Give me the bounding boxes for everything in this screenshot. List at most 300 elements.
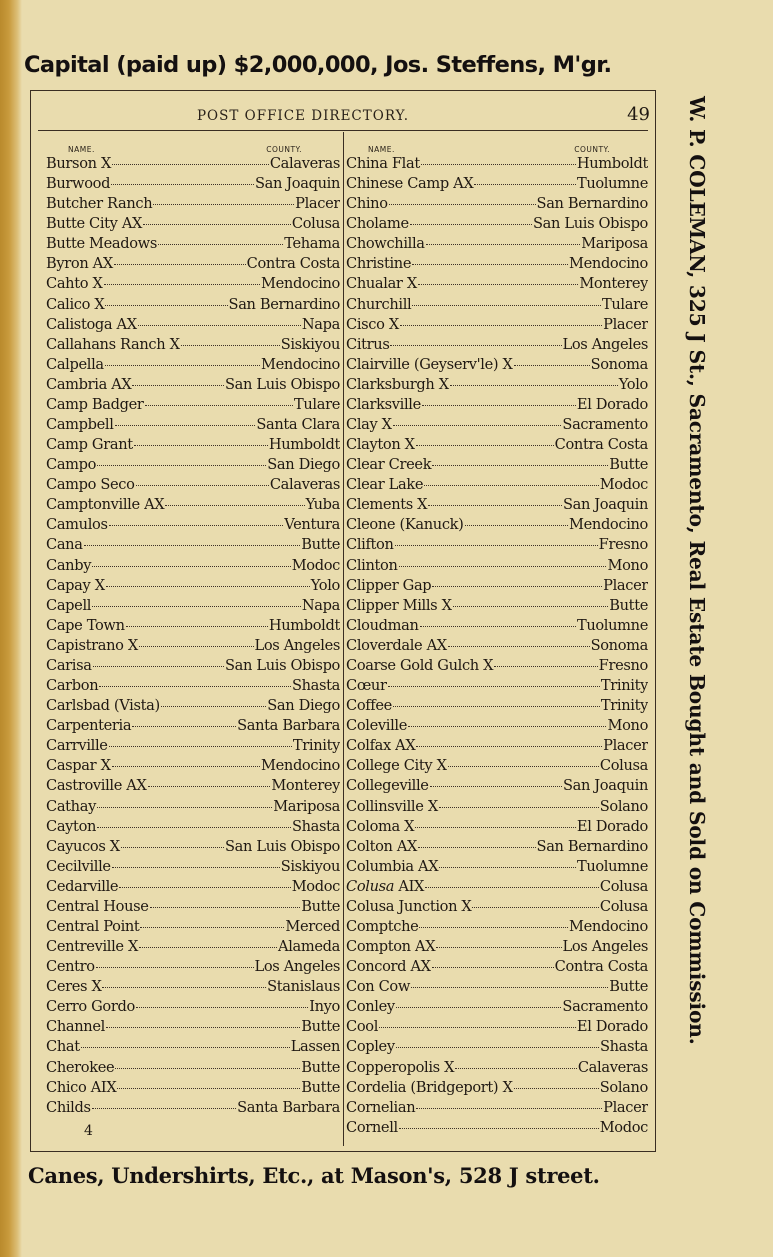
post-office-name: Cahto X (46, 275, 103, 293)
directory-entry (346, 336, 648, 356)
directory-entry (46, 175, 340, 195)
county-name: Solano (599, 1078, 648, 1096)
post-office-name: Cornelian (346, 1098, 416, 1116)
directory-entry (46, 296, 340, 316)
directory-entry (46, 1038, 340, 1058)
post-office-name: Clifton (346, 536, 394, 554)
bottom-advertisement: Canes, Undershirts, Etc., at Mason's, 528 J street. (28, 1163, 600, 1188)
directory-entry (346, 577, 648, 597)
post-office-name: Coffee (346, 697, 392, 715)
side-advertisement (665, 96, 709, 1156)
dot-leader (416, 746, 602, 747)
county-name: Contra Costa (246, 255, 340, 273)
county-name: Tuolumne (576, 616, 648, 634)
county-name: Mariposa (581, 235, 648, 253)
directory-entry (346, 316, 648, 336)
county-name: Yolo (618, 375, 648, 393)
post-office-name: Capay X (46, 576, 105, 594)
folio-signature: 4 (84, 1123, 93, 1139)
dot-leader (418, 284, 578, 285)
dot-leader (415, 827, 576, 828)
post-office-name: Cordelia (Bridgeport) X (346, 1078, 513, 1096)
post-office-name: Citrus (346, 335, 390, 353)
directory-entry (346, 597, 648, 617)
post-office-name: Cloudman (346, 616, 419, 634)
dot-leader (396, 1007, 562, 1008)
directory-entry (46, 998, 340, 1018)
dot-leader (132, 385, 224, 386)
dot-leader (105, 365, 260, 366)
dot-leader (432, 586, 602, 587)
county-name: Calaveras (577, 1058, 648, 1076)
dot-leader (106, 586, 310, 587)
dot-leader (97, 465, 266, 466)
county-name: Napa (301, 596, 340, 614)
county-name: Butte (609, 456, 648, 474)
dot-leader (153, 204, 294, 205)
county-name: Santa Barbara (237, 1098, 340, 1116)
post-office-name: Chinese Camp AX (346, 175, 474, 193)
directory-entry (346, 396, 648, 416)
dot-leader (412, 264, 568, 265)
directory-entry (46, 697, 340, 717)
dot-leader (115, 1068, 300, 1069)
dot-leader (465, 525, 569, 526)
county-name: Yuba (305, 496, 340, 514)
post-office-name: Cornell (346, 1118, 398, 1136)
county-name: Los Angeles (254, 958, 340, 976)
county-name: Colusa (599, 897, 648, 915)
county-name: Butte (609, 596, 648, 614)
dot-leader (411, 987, 608, 988)
dot-leader (102, 987, 266, 988)
dot-leader (389, 204, 536, 205)
directory-entry (46, 496, 340, 516)
dot-leader (426, 244, 581, 245)
county-name: Stanislaus (267, 978, 340, 996)
directory-entry (46, 376, 340, 396)
directory-entry (346, 296, 648, 316)
post-office-name: Castroville AX (46, 777, 147, 795)
directory-entry (46, 557, 340, 577)
county-name: Inyo (309, 998, 340, 1016)
dot-leader (472, 907, 598, 908)
directory-entry (46, 978, 340, 998)
dot-leader (112, 164, 269, 165)
dot-leader (422, 405, 576, 406)
county-name: El Dorado (576, 817, 648, 835)
right-column-header (346, 145, 648, 155)
dot-leader (393, 706, 600, 707)
county-name: Alameda (278, 938, 340, 956)
post-office-name: China Flat (346, 155, 420, 172)
county-name: Colusa (599, 757, 648, 775)
dot-leader (425, 887, 599, 888)
county-name: Humboldt (576, 155, 648, 172)
post-office-name: Capistrano X (46, 636, 138, 654)
directory-entry (46, 456, 340, 476)
dot-leader (388, 686, 600, 687)
directory-entry (346, 195, 648, 215)
dot-leader (134, 445, 268, 446)
dot-leader (84, 545, 301, 546)
county-name: Santa Clara (256, 416, 340, 434)
county-name: Colusa (291, 215, 340, 233)
post-office-name: Coleville (346, 717, 407, 735)
dot-leader (97, 827, 291, 828)
post-office-name: Cholame (346, 215, 409, 233)
directory-entry (46, 155, 340, 175)
dot-leader (400, 325, 602, 326)
county-name: San Joaquin (254, 175, 340, 193)
directory-entry (346, 918, 648, 938)
county-name: Humboldt (268, 616, 340, 634)
dot-leader (432, 967, 554, 968)
directory-entry (46, 516, 340, 536)
post-office-name: Campo (46, 456, 97, 474)
directory-entry (346, 1119, 648, 1139)
post-office-name: Butcher Ranch (46, 195, 153, 213)
county-name: Butte (609, 978, 648, 996)
county-name: Humboldt (268, 436, 340, 454)
directory-entry (46, 436, 340, 456)
dot-leader (514, 365, 590, 366)
post-office-name: Cathay (46, 797, 96, 815)
post-office-name: Ceres X (46, 978, 102, 996)
county-name: Mendocino (569, 255, 648, 273)
column-divider (343, 132, 344, 1146)
running-title: POST OFFICE DIRECTORY. (196, 108, 410, 124)
directory-entry (346, 557, 648, 577)
left-column-header (46, 145, 340, 155)
directory-entry (346, 757, 648, 777)
post-office-name: Churchill (346, 295, 412, 313)
post-office-name: Cambria AX (46, 375, 132, 393)
top-advertisement: Capital (paid up) $2,000,000, Jos. Steffens, M'gr. (24, 52, 612, 78)
county-name: Napa (301, 315, 340, 333)
post-office-name: Comptche (346, 917, 419, 935)
county-name: Butte (301, 1018, 340, 1036)
post-office-name: Calpella (46, 355, 104, 373)
dot-leader (420, 626, 576, 627)
directory-entry (46, 215, 340, 235)
directory-entry (346, 818, 648, 838)
dot-leader (419, 927, 568, 928)
county-name: Trinity (600, 697, 648, 715)
directory-entry (46, 275, 340, 295)
post-office-name: Central House (46, 897, 149, 915)
post-office-name: Clairville (Geyserv'le) X (346, 355, 513, 373)
dot-leader (143, 224, 291, 225)
county-name: Lassen (290, 1038, 340, 1056)
post-office-name: Camp Grant (46, 436, 133, 454)
post-office-name: Coloma X (346, 817, 415, 835)
directory-entry (346, 777, 648, 797)
dot-leader (393, 425, 562, 426)
dot-leader (109, 525, 284, 526)
county-name: Modoc (291, 877, 340, 895)
dot-leader (455, 1068, 577, 1069)
county-name: San Diego (267, 456, 340, 474)
post-office-name: Chat (46, 1038, 80, 1056)
directory-entry (346, 798, 648, 818)
directory-entry (46, 195, 340, 215)
post-office-name: Caspar X (46, 757, 111, 775)
county-name: Butte (301, 1058, 340, 1076)
name-header: NAME. (368, 145, 395, 154)
county-name: Tuolumne (576, 175, 648, 193)
county-name: Shasta (599, 1038, 648, 1056)
left-column (46, 145, 340, 1119)
directory-entry (46, 536, 340, 556)
post-office-name: Calistoga AX (46, 315, 137, 333)
county-name: Tehama (284, 235, 340, 253)
directory-entry (46, 918, 340, 938)
post-office-name: Cecilville (46, 857, 111, 875)
county-name: Mono (607, 717, 648, 735)
dot-leader (139, 646, 254, 647)
directory-entry (346, 878, 648, 898)
county-name: Merced (285, 917, 340, 935)
directory-entry (46, 396, 340, 416)
post-office-name: Burson X (46, 155, 112, 172)
directory-entry (346, 657, 648, 677)
county-name: Modoc (599, 476, 648, 494)
directory-entry (46, 717, 340, 737)
post-office-name: Chowchilla (346, 235, 425, 253)
directory-entry (46, 1099, 340, 1119)
county-name: Trinity (292, 737, 340, 755)
county-name: Solano (599, 797, 648, 815)
directory-entry (346, 1099, 648, 1119)
county-name: San Joaquin (562, 777, 648, 795)
directory-entry (46, 838, 340, 858)
county-name: Modoc (291, 556, 340, 574)
name-header: NAME. (68, 145, 95, 154)
directory-entry (346, 617, 648, 637)
directory-entry (346, 697, 648, 717)
post-office-name: Clements X (346, 496, 428, 514)
dot-leader (112, 867, 280, 868)
county-name: Butte (301, 897, 340, 915)
county-name: Modoc (599, 1118, 648, 1136)
directory-entry (46, 255, 340, 275)
post-office-name: Central Point (46, 917, 140, 935)
directory-entry (346, 376, 648, 396)
county-name: Tulare (293, 395, 340, 413)
directory-entry (46, 898, 340, 918)
dot-leader (139, 947, 277, 948)
post-office-name: Camp Badger (46, 395, 144, 413)
post-office-name: Clinton (346, 556, 398, 574)
dot-leader (439, 807, 599, 808)
post-office-name: Carlsbad (Vista) (46, 697, 160, 715)
dot-leader (428, 505, 562, 506)
directory-entry (346, 235, 648, 255)
directory-entry (346, 838, 648, 858)
directory-entry (346, 1059, 648, 1079)
directory-entry (46, 235, 340, 255)
dot-leader (99, 686, 291, 687)
directory-entry (346, 1079, 648, 1099)
dot-leader (150, 907, 301, 908)
post-office-name: Butte City AX (46, 215, 143, 233)
post-office-name: Channel (46, 1018, 105, 1036)
directory-entry (346, 978, 648, 998)
directory-entry (46, 878, 340, 898)
post-office-name: Clear Creek (346, 456, 432, 474)
dot-leader (115, 425, 256, 426)
county-name: Mariposa (273, 797, 340, 815)
post-office-name: Columbia AX (346, 857, 439, 875)
directory-entry (46, 958, 340, 978)
directory-entry (346, 436, 648, 456)
county-name: Mono (607, 556, 648, 574)
side-advertisement-text: W. P. COLEMAN, 325 J St., Sacramento, Real Estate Bought and Sold on Commission. (685, 96, 709, 1045)
dot-leader (111, 184, 254, 185)
directory-entry (46, 617, 340, 637)
directory-entry (46, 316, 340, 336)
directory-entry (346, 416, 648, 436)
post-office-name: Colfax AX (346, 737, 416, 755)
post-office-name: Campbell (46, 416, 114, 434)
post-office-name: Cleone (Kanuck) (346, 516, 464, 534)
post-office-name: Clayton X (346, 436, 415, 454)
post-office-name: Chino (346, 195, 388, 213)
dot-leader (136, 1007, 308, 1008)
post-office-name: Capell (46, 596, 92, 614)
post-office-name: Clarksburgh X (346, 375, 449, 393)
county-name: San Bernardino (536, 837, 648, 855)
post-office-name: Carpenteria (46, 717, 132, 735)
county-name: San Joaquin (562, 496, 648, 514)
county-name: Los Angeles (562, 938, 648, 956)
post-office-name: Centro (46, 958, 95, 976)
post-office-name: Byron AX (46, 255, 113, 273)
county-name: Colusa (599, 877, 648, 895)
page-number: 49 (627, 104, 650, 125)
directory-entry (346, 255, 648, 275)
county-name: Fresno (598, 656, 648, 674)
post-office-name: Colusa Junction X (346, 897, 472, 915)
county-name: Mendocino (569, 516, 648, 534)
directory-entry (46, 657, 340, 677)
dot-leader (92, 566, 291, 567)
post-office-name: Christine (346, 255, 412, 273)
county-name: Sonoma (590, 355, 648, 373)
dot-leader (408, 726, 606, 727)
post-office-name: Clay X (346, 416, 392, 434)
dot-leader (92, 606, 301, 607)
dot-leader (418, 847, 535, 848)
dot-leader (399, 566, 607, 567)
dot-leader (165, 505, 304, 506)
directory-entry (46, 476, 340, 496)
dot-leader (96, 967, 254, 968)
dot-leader (81, 1047, 290, 1048)
post-office-name: Colton AX (346, 837, 418, 855)
directory-entry (346, 1038, 648, 1058)
post-office-name: Colusa AIX (346, 877, 425, 895)
county-name: San Luis Obispo (225, 837, 340, 855)
dot-leader (181, 345, 280, 346)
post-office-name: Clarksville (346, 395, 421, 413)
post-office-name: Conley (346, 998, 395, 1016)
post-office-name: Cerro Gordo (46, 998, 135, 1016)
dot-leader (114, 264, 246, 265)
directory-entry (346, 456, 648, 476)
post-office-name: Chualar X (346, 275, 417, 293)
county-name: Mendocino (569, 917, 648, 935)
post-office-name: Carrville (46, 737, 108, 755)
county-name: San Bernardino (536, 195, 648, 213)
directory-entry (346, 717, 648, 737)
dot-leader (158, 244, 283, 245)
directory-entry (346, 536, 648, 556)
directory-entry (346, 938, 648, 958)
county-name: San Bernardino (228, 295, 340, 313)
county-name: Butte (301, 1078, 340, 1096)
directory-entry (46, 416, 340, 436)
dot-leader (93, 666, 224, 667)
dot-leader (448, 766, 599, 767)
county-name: Trinity (600, 677, 648, 695)
directory-entry (46, 777, 340, 797)
dot-leader (450, 385, 618, 386)
post-office-name: Coarse Gold Gulch X (346, 656, 494, 674)
dot-leader (439, 867, 576, 868)
county-name: Los Angeles (562, 335, 648, 353)
directory-entry (346, 496, 648, 516)
post-office-name: Canby (46, 556, 92, 574)
directory-entry (46, 1059, 340, 1079)
post-office-name: Burwood (46, 175, 111, 193)
directory-entry (46, 577, 340, 597)
directory-entry (46, 858, 340, 878)
post-office-name: Cedarville (46, 877, 119, 895)
directory-entry (46, 1079, 340, 1099)
dot-leader (161, 706, 266, 707)
county-name: Mendocino (261, 355, 340, 373)
dot-leader (119, 887, 291, 888)
post-office-name: Cherokee (46, 1058, 115, 1076)
county-name: Calaveras (269, 476, 340, 494)
county-name: San Luis Obispo (533, 215, 648, 233)
right-entry-list (346, 155, 648, 1139)
directory-entry (46, 1018, 340, 1038)
county-name: Monterey (271, 777, 340, 795)
county-name: Butte (301, 536, 340, 554)
directory-entry (346, 516, 648, 536)
county-name: Sonoma (590, 636, 648, 654)
dot-leader (121, 847, 224, 848)
county-name: Contra Costa (554, 436, 648, 454)
county-name: Shasta (291, 817, 340, 835)
county-name: Calaveras (269, 155, 340, 172)
post-office-name: Concord AX (346, 958, 431, 976)
dot-leader (416, 445, 554, 446)
directory-entry (346, 737, 648, 757)
dot-leader (432, 465, 608, 466)
post-office-name: Centreville X (46, 938, 139, 956)
county-name: Tulare (601, 295, 648, 313)
dot-leader (399, 1128, 599, 1129)
county-name: Monterey (579, 275, 648, 293)
directory-entry (346, 958, 648, 978)
county-name: Santa Barbara (237, 717, 340, 735)
post-office-name: Collegeville (346, 777, 429, 795)
post-office-name: Cœur (346, 677, 387, 695)
